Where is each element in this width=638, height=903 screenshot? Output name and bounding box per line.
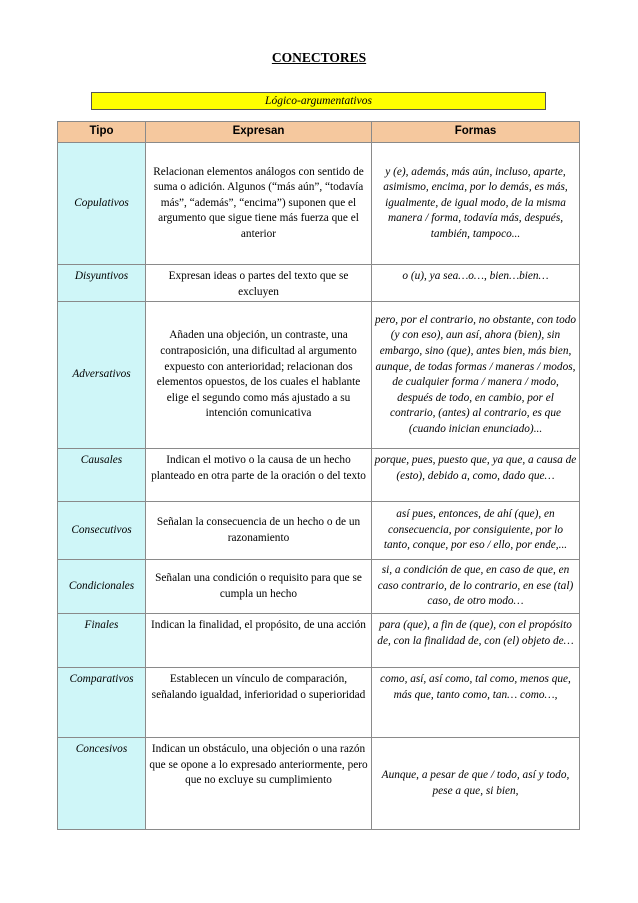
row-formas: si, a condición de que, en caso de que, en caso contrario, de lo contrario, en ese (tal) caso, de otro modo…: [372, 560, 580, 614]
row-tipo: Adversativos: [58, 302, 146, 449]
row-expresan: Indican un obstáculo, una objeción o una razón que se opone a lo expresado anteriormente, pero que no excluye su cumplimiento: [146, 738, 372, 830]
row-formas: como, así, así como, tal como, menos que, más que, tanto como, tan… como…,: [372, 668, 580, 738]
row-tipo: Finales: [58, 614, 146, 668]
row-expresan: Señalan una condición o requisito para que se cumpla un hecho: [146, 560, 372, 614]
row-expresan: Indican la finalidad, el propósito, de una acción: [146, 614, 372, 668]
table-header-row: [58, 122, 580, 143]
row-formas: y (e), además, más aún, incluso, aparte, asimismo, encima, por lo demás, es más, igualmente, de igual modo, de la misma manera / forma, todavía más, después, también, tampoco...: [372, 143, 580, 265]
row-formas: Aunque, a pesar de que / todo, así y todo, pese a que, si bien,: [372, 738, 580, 830]
section-subtitle: Lógico-argumentativos: [91, 92, 546, 110]
row-expresan: Expresan ideas o partes del texto que se excluyen: [146, 265, 372, 302]
header-tipo: Tipo: [58, 122, 146, 143]
table-row: [58, 302, 580, 449]
header-formas: Formas: [372, 122, 580, 143]
row-tipo: Comparativos: [58, 668, 146, 738]
row-formas: porque, pues, puesto que, ya que, a causa de (esto), debido a, como, dado que…: [372, 449, 580, 502]
row-formas: o (u), ya sea…o…, bien…bien…: [372, 265, 580, 302]
header-expresan: Expresan: [146, 122, 372, 143]
table-row: [58, 738, 580, 830]
connectors-table: [57, 121, 580, 830]
row-tipo: Consecutivos: [58, 502, 146, 560]
document-title: CONECTORES: [271, 50, 367, 65]
row-formas: así pues, entonces, de ahí (que), en consecuencia, por consiguiente, por lo tanto, conque, por eso / ello, por ende,...: [372, 502, 580, 560]
row-tipo: Condicionales: [58, 560, 146, 614]
table-row: [58, 614, 580, 668]
table-row: [58, 502, 580, 560]
row-expresan: Añaden una objeción, un contraste, una contraposición, una dificultad al argumento expuesto con anterioridad; relacionan dos elementos opuestos, de los cuales el hablante elige el segundo como más ajustado a su intención comunicativa: [146, 302, 372, 449]
row-expresan: Indican el motivo o la causa de un hecho planteado en otra parte de la oración o del texto: [146, 449, 372, 502]
row-tipo: Disyuntivos: [58, 265, 146, 302]
table-row: [58, 560, 580, 614]
table-row: [58, 265, 580, 302]
row-formas: pero, por el contrario, no obstante, con todo (y con eso), aun así, ahora (bien), sin embargo, sino (que), antes bien, más bien, aunque, de todas formas / maneras / modos, de cualquier forma / manera / modo, después de todo, en cambio, por el contrario, (antes) al contrario, es que (cuando inician enunciado)...: [372, 302, 580, 449]
table-row: [58, 143, 580, 265]
table-row: [58, 668, 580, 738]
row-expresan: Relacionan elementos análogos con sentido de suma o adición. Algunos (“más aún”, “todavía más”, “además”, “encima”) suponen que el argumento que sigue tiene más fuerza que el anterior: [146, 143, 372, 265]
row-formas: para (que), a fin de (que), con el propósito de, con la finalidad de, con (el) objeto de…: [372, 614, 580, 668]
row-tipo: Copulativos: [58, 143, 146, 265]
table-row: [58, 449, 580, 502]
row-tipo: Causales: [58, 449, 146, 502]
row-expresan: Establecen un vínculo de comparación, señalando igualdad, inferioridad o superioridad: [146, 668, 372, 738]
row-tipo: Concesivos: [58, 738, 146, 830]
row-expresan: Señalan la consecuencia de un hecho o de un razonamiento: [146, 502, 372, 560]
